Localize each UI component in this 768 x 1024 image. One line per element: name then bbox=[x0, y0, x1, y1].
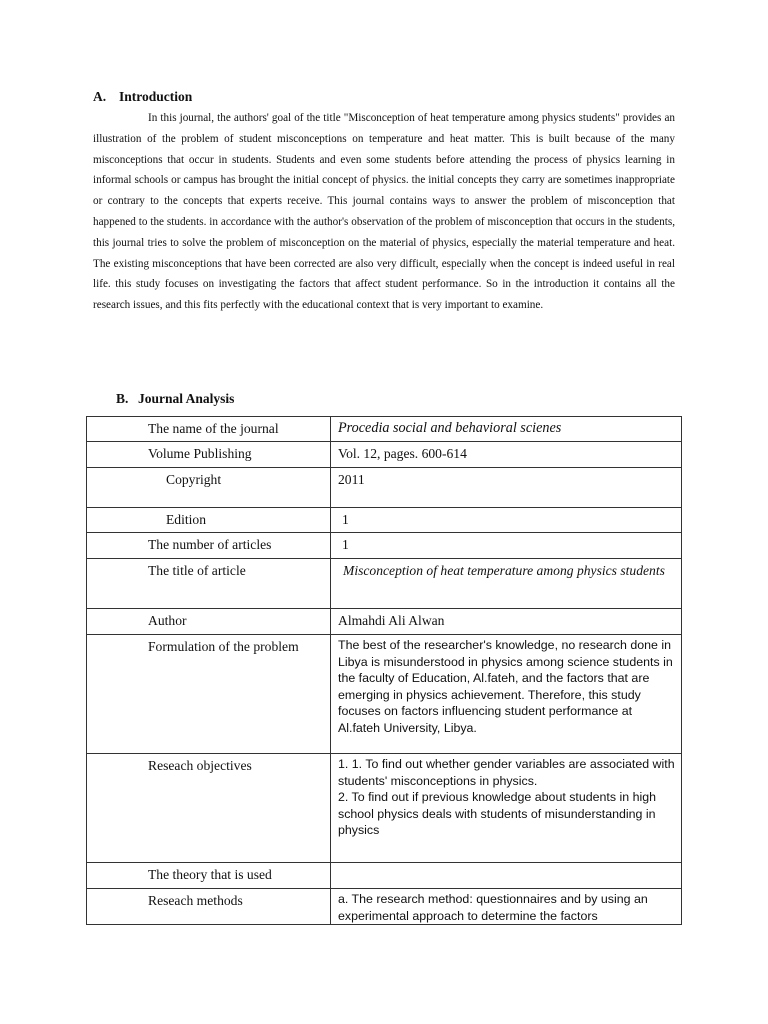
table-value-cell bbox=[331, 417, 682, 442]
article-title-value: Misconception of heat temperature among physics students bbox=[343, 563, 665, 578]
edition-value: 1 bbox=[342, 512, 349, 527]
objective-item: 2. To find out if previous knowledge about students in high school physics deals with students of misunderstanding in physics bbox=[338, 790, 657, 838]
table-value-cell bbox=[331, 468, 682, 508]
table-key-cell bbox=[87, 889, 331, 925]
table-key-cell bbox=[87, 559, 331, 609]
row-label: The theory that is used bbox=[148, 867, 272, 882]
row-label: Reseach methods bbox=[148, 893, 243, 908]
table-key-cell bbox=[87, 635, 331, 754]
introduction-paragraph: In this journal, the authors' goal of the title "Misconception of heat temperature among physics students" provides an illustration of the problem of student misconceptions on temperature and heat matter. This is built because of the many misconceptions that occur in students. Students and even some students before attending the process of physics learning in informal schools or campus has brought the initial concept of physics. the initial concepts they carry are sometimes inappropriate or contrary to the concepts that experts receive. This journal contains ways to answer the problem of misconception that happened to the students. in accordance with the author's observation of the problem of misconception that occurs in the students, this journal tries to solve the problem of misconception on the material of physics, especially the material temperature and heat. The existing misconceptions that have been corrected are also very difficult, especially when the concept is indeed useful in real life. this study focuses on investigating the factors that affect student performance. So in the introduction it contains all the research issues, and this fits perfectly with the educational context that is very important to examine. bbox=[93, 112, 675, 312]
author-value: Almahdi Ali Alwan bbox=[338, 613, 445, 628]
row-label: The number of articles bbox=[148, 537, 272, 552]
table-row bbox=[87, 754, 682, 863]
objective-item: 1. 1. To find out whether gender variables are associated with students' misconceptions in physics. bbox=[338, 757, 675, 788]
table-row bbox=[87, 609, 682, 635]
introduction-letter: A. bbox=[93, 89, 107, 104]
table-value-cell bbox=[331, 754, 682, 863]
journal-analysis-table bbox=[86, 416, 682, 925]
volume-value: Vol. 12, pages. 600-614 bbox=[338, 446, 467, 461]
row-label: Reseach objectives bbox=[148, 758, 252, 773]
table-value-cell bbox=[331, 559, 682, 609]
problem-formulation-value: The best of the researcher's knowledge, no research done in Libya is misunderstood in physics among science students in the faculty of Education, Al.fateh, and the factors that are emerging in physics achievement. Therefore, this study focuses on factors influencing student performance at Al.fateh University, Libya. bbox=[338, 638, 673, 735]
row-label: Copyright bbox=[166, 472, 222, 487]
table-key-cell bbox=[87, 417, 331, 442]
table-row bbox=[87, 863, 682, 889]
article-count-value: 1 bbox=[342, 537, 349, 552]
row-label: Formulation of the problem bbox=[148, 639, 299, 654]
theory-value bbox=[331, 863, 681, 867]
table-row bbox=[87, 533, 682, 559]
table-key-cell bbox=[87, 609, 331, 635]
table-key-cell bbox=[87, 468, 331, 508]
table-value-cell bbox=[331, 889, 682, 925]
table-value-cell bbox=[331, 442, 682, 468]
row-label: Author bbox=[148, 613, 187, 628]
table-key-cell bbox=[87, 442, 331, 468]
table-value-cell bbox=[331, 533, 682, 559]
table-row bbox=[87, 468, 682, 508]
table-row bbox=[87, 417, 682, 442]
table-row bbox=[87, 508, 682, 533]
row-label: Edition bbox=[166, 512, 207, 527]
table-row bbox=[87, 442, 682, 468]
table-key-cell bbox=[87, 533, 331, 559]
row-label: The title of article bbox=[148, 563, 246, 578]
table-row bbox=[87, 635, 682, 754]
table-row bbox=[87, 559, 682, 609]
table-value-cell bbox=[331, 635, 682, 754]
objectives-list bbox=[331, 754, 681, 839]
journal-analysis-title: Journal Analysis bbox=[138, 391, 235, 406]
table-row bbox=[87, 889, 682, 925]
journal-analysis-letter: B. bbox=[116, 391, 129, 406]
table-value-cell bbox=[331, 508, 682, 533]
table-key-cell bbox=[87, 863, 331, 889]
copyright-value: 2011 bbox=[338, 472, 365, 487]
introduction-heading bbox=[93, 89, 192, 105]
methods-value: a. The research method: questionnaires and by using an experimental approach to determine the factors bbox=[338, 892, 648, 923]
table-key-cell bbox=[87, 754, 331, 863]
table-value-cell bbox=[331, 863, 682, 889]
row-label: The name of the journal bbox=[148, 421, 279, 436]
journal-analysis-heading bbox=[116, 391, 234, 407]
journal-name: Procedia social and behavioral scienes bbox=[338, 420, 562, 436]
row-label: Volume Publishing bbox=[148, 446, 252, 461]
table-value-cell bbox=[331, 609, 682, 635]
introduction-title: Introduction bbox=[119, 89, 193, 104]
table-key-cell bbox=[87, 508, 331, 533]
